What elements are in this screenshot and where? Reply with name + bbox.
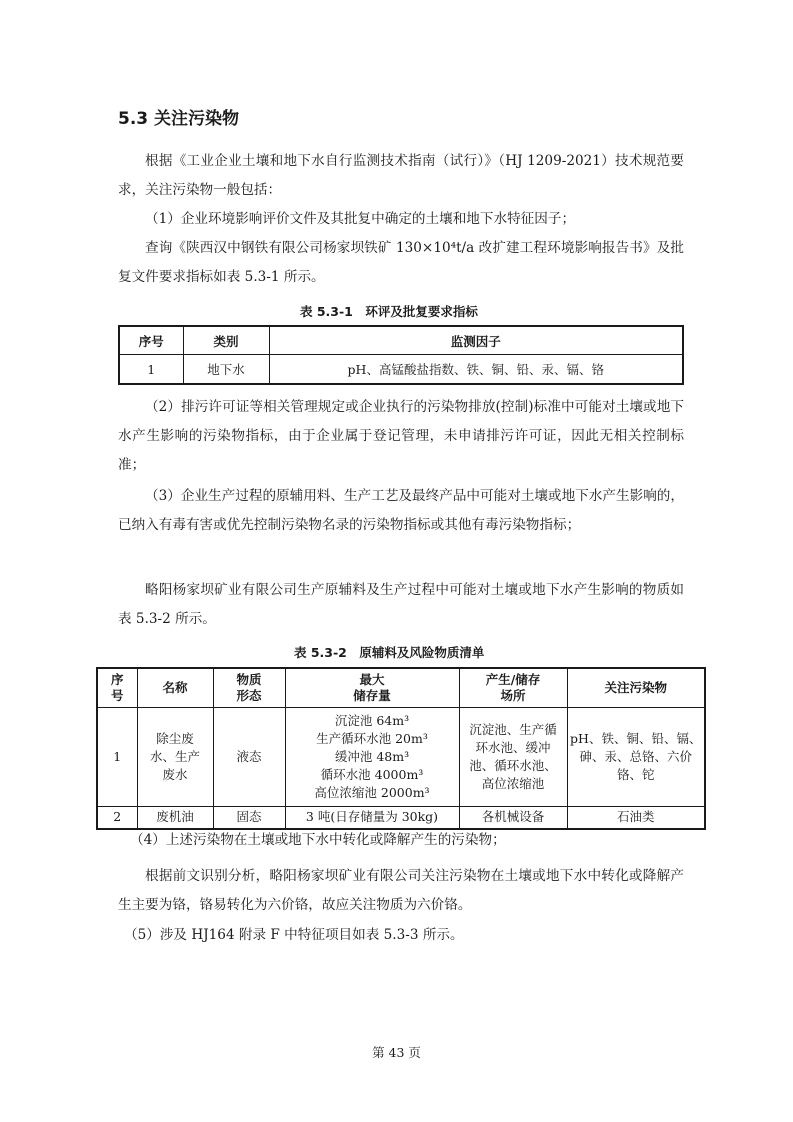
table2-caption: 表 5.3-2 原辅料及风险物质清单 <box>294 645 485 660</box>
table-header-cell: 名称 <box>137 668 213 708</box>
table-header-cell: 物质 形态 <box>213 668 285 708</box>
table-eia-indicators <box>118 325 684 385</box>
paragraph-item-2: （2）排污许可证等相关管理规定或企业执行的污染物排放(控制)标准中可能对土壤或地下水产生影响的污染物指标，由于企业属于登记管理，未申请排污许可证，因此无相关控制标准； <box>118 399 684 473</box>
table-header-cell: 关注污染物 <box>567 668 705 708</box>
table-cell: 3 吨(日存储量为 30kg) <box>285 807 459 829</box>
paragraph-conclusion: 根据前文识别分析，略阳杨家坝矿业有限公司关注污染物在土壤或地下水中转化或降解产生主要为铬，铬易转化为六价铬，故应关注物质为六价铬。 <box>118 868 684 913</box>
table-cell: pH、高锰酸盐指数、铁、铜、铅、汞、镉、铬 <box>269 355 683 385</box>
paragraph-item-1: （1）企业环境影响评价文件及其批复中确定的土壤和地下水特征因子； <box>145 211 576 227</box>
page-number: 第 43 页 <box>372 1045 421 1060</box>
paragraph-item-4: （4）上述污染物在土壤或地下水中转化或降解产生的污染物； <box>130 832 506 848</box>
table-header-cell: 监测因子 <box>269 326 683 355</box>
table-cell: 除尘废 水、生产 废水 <box>137 708 213 807</box>
table-cell: 各机械设备 <box>459 807 567 829</box>
table-header-cell: 产生/储存 场所 <box>459 668 567 708</box>
paragraph-item-3: （3）企业生产过程的原辅用料、生产工艺及最终产品中可能对土壤或地下水产生影响的，已纳入有毒有害或优先控制污染物名录的污染物指标或其他有毒污染物指标； <box>118 488 684 533</box>
paragraph-item-5: （5）涉及 HJ164 附录 F 中特征项目如表 5.3-3 所示。 <box>124 927 464 943</box>
table-cell: 废机油 <box>137 807 213 829</box>
table-cell: 1 <box>119 355 183 385</box>
table-cell: 2 <box>97 807 137 829</box>
table-cell: 液态 <box>213 708 285 807</box>
table-header-cell: 序 号 <box>97 668 137 708</box>
table1-caption: 表 5.3-1 环评及批复要求指标 <box>300 304 478 319</box>
table-row <box>97 708 705 807</box>
table-cell: 沉淀池、生产循 环水池、缓冲 池、循环水池、 高位浓缩池 <box>459 708 567 807</box>
paragraph-eia-report: 查询《陕西汉中钢铁有限公司杨家坝铁矿 130×10⁴t/a 改扩建工程环境影响报告书》及批复文件要求指标如表 5.3-1 所示。 <box>118 240 684 285</box>
table-cell: 地下水 <box>183 355 269 385</box>
table-cell: pH、铁、铜、铅、镉、 砷、汞、总铬、六价 铬、铊 <box>567 708 705 807</box>
table-header-cell: 类别 <box>183 326 269 355</box>
table-header-row <box>119 326 683 355</box>
table-header-cell: 最大 储存量 <box>285 668 459 708</box>
section-heading: 5.3 关注污染物 <box>118 109 240 129</box>
table-cell: 固态 <box>213 807 285 829</box>
paragraph-materials: 略阳杨家坝矿业有限公司生产原辅料及生产过程中可能对土壤或地下水产生影响的物质如表 5.3-2 所示。 <box>118 582 684 627</box>
table-header-row <box>97 668 705 708</box>
table-cell: 沉淀池 64m³ 生产循环水池 20m³ 缓冲池 48m³ 循环水池 4000m³ 高位浓缩池 2000m³ <box>285 708 459 807</box>
paragraph-guideline: 根据《工业企业土壤和地下水自行监测技术指南（试行）》（HJ 1209-2021）技术规范要求，关注污染物一般包括： <box>118 153 684 198</box>
table-materials-risk <box>96 667 706 830</box>
table-cell: 1 <box>97 708 137 807</box>
table-header-cell: 序号 <box>119 326 183 355</box>
table-row <box>119 355 683 385</box>
table-cell: 石油类 <box>567 807 705 829</box>
